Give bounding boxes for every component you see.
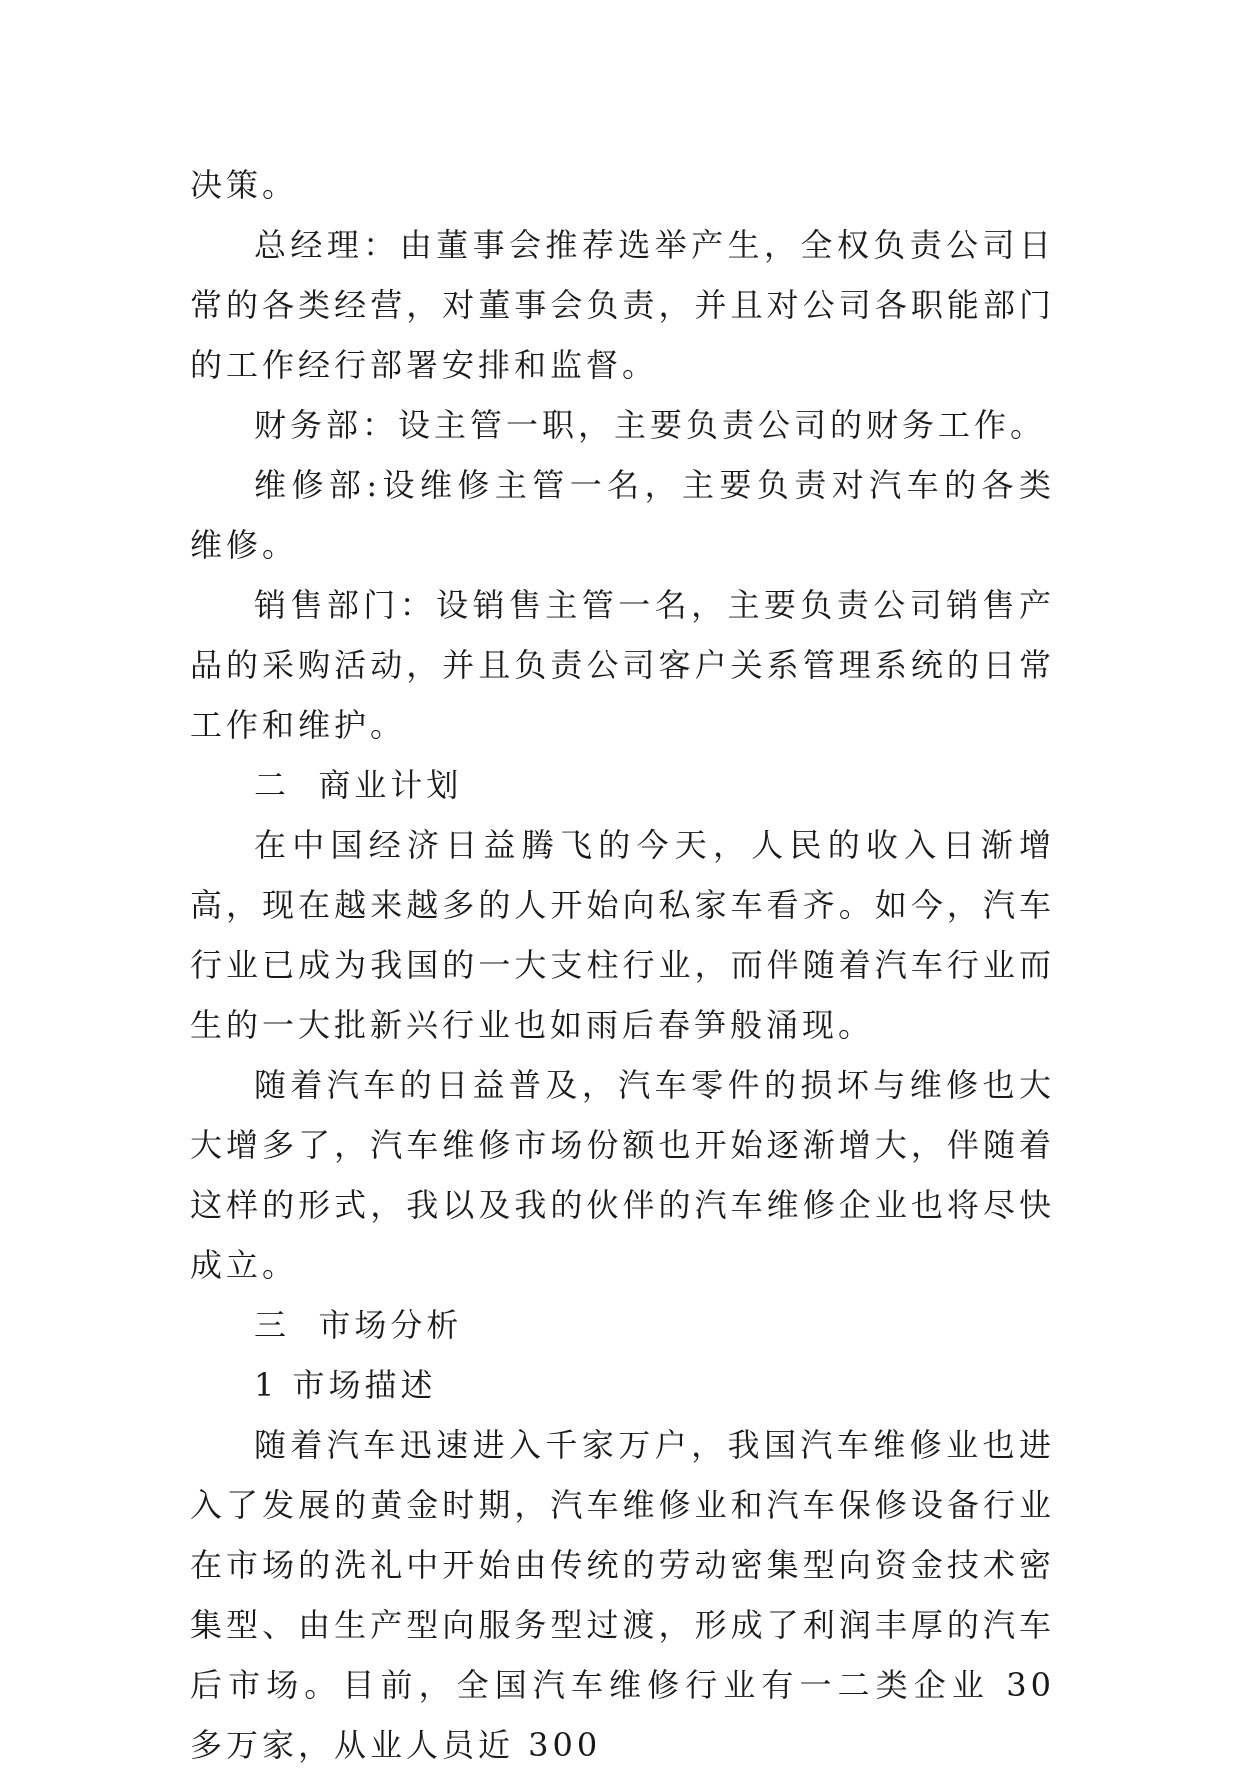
paragraph-economy-growth: 在中国经济日益腾飞的今天，人民的收入日渐增高，现在越来越多的人开始向私家车看齐。如今，汽车行业已成为我国的一大支柱行业，而伴随着汽车行业而生的一大批新兴行业也如雨后春笋般涌现。: [190, 826, 1055, 1044]
section-heading-business-plan: 二 商业计划: [254, 766, 463, 804]
paragraph-finance-dept: 财务部：设主管一职，主要负责公司的财务工作。: [254, 406, 1047, 444]
paragraph-decision-end: 决策。: [190, 166, 299, 204]
paragraph-sales-dept: 销售部门：设销售主管一名，主要负责公司销售产品的采购活动，并且负责公司客户关系管理系统的日常工作和维护。: [190, 586, 1055, 744]
paragraph-repair-dept: 维修部:设维修主管一名，主要负责对汽车的各类维修。: [190, 466, 1055, 564]
paragraph-general-manager: 总经理：由董事会推荐选举产生，全权负责公司日常的各类经营，对董事会负责，并且对公司各职能部门的工作经行部署安排和监督。: [190, 226, 1055, 384]
subsection-heading-market-description: 1 市场描述: [254, 1366, 437, 1404]
paragraph-repair-market-growth: 随着汽车的日益普及，汽车零件的损坏与维修也大大增多了，汽车维修市场份额也开始逐渐增大，伴随着这样的形式，我以及我的伙伴的汽车维修企业也将尽快成立。: [190, 1066, 1055, 1284]
section-heading-market-analysis: 三 市场分析: [254, 1306, 463, 1344]
paragraph-market-description: 随着汽车迅速进入千家万户，我国汽车维修业也进入了发展的黄金时期，汽车维修业和汽车保修设备行业在市场的洗礼中开始由传统的劳动密集型向资金技术密集型、由生产型向服务型过渡，形成了利润丰厚的汽车后市场。目前，全国汽车维修行业有一二类企业 30 多万家，从业人员近 300: [190, 1426, 1055, 1764]
document-body: [190, 155, 1055, 1775]
